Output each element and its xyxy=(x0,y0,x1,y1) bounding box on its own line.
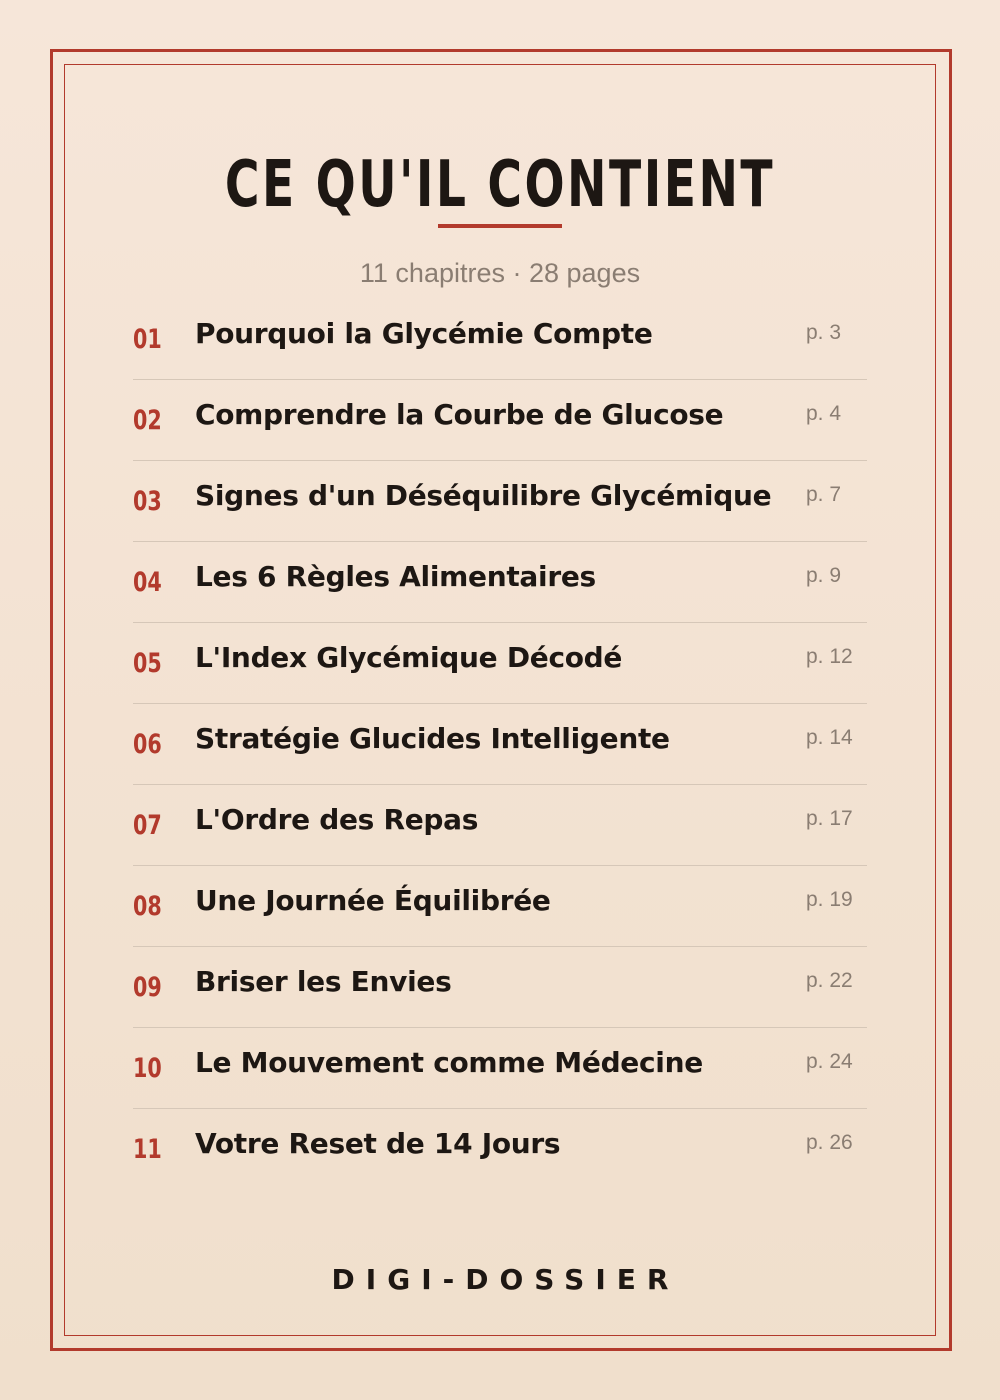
chapter-title: L'Index Glycémique Décodé xyxy=(195,641,623,674)
chapter-title: Comprendre la Courbe de Glucose xyxy=(195,398,724,431)
toc-row[interactable] xyxy=(133,380,867,461)
chapter-title: Les 6 Règles Alimentaires xyxy=(195,560,596,593)
chapter-page: p. 17 xyxy=(806,807,853,830)
toc-row[interactable] xyxy=(133,461,867,542)
chapter-number: 03 xyxy=(133,486,162,517)
toc-row[interactable] xyxy=(133,947,867,1028)
table-of-contents xyxy=(133,299,867,1189)
chapter-number: 04 xyxy=(133,567,162,598)
chapter-title: Votre Reset de 14 Jours xyxy=(195,1127,561,1160)
toc-row[interactable] xyxy=(133,1109,867,1189)
chapter-page: p. 26 xyxy=(806,1131,853,1154)
chapter-page: p. 14 xyxy=(806,726,853,749)
chapter-number: 08 xyxy=(133,891,162,922)
chapter-page: p. 22 xyxy=(806,969,853,992)
chapter-number: 01 xyxy=(133,324,162,355)
toc-row[interactable] xyxy=(133,299,867,380)
chapter-page: p. 19 xyxy=(806,888,853,911)
chapter-number: 02 xyxy=(133,405,162,436)
toc-row[interactable] xyxy=(133,1028,867,1109)
title-underline-accent xyxy=(438,224,562,228)
chapter-title: Pourquoi la Glycémie Compte xyxy=(195,317,653,350)
chapter-number: 09 xyxy=(133,972,162,1003)
toc-row[interactable] xyxy=(133,704,867,785)
chapter-title: Signes d'un Déséquilibre Glycémique xyxy=(195,479,772,512)
toc-row[interactable] xyxy=(133,542,867,623)
chapter-title: Le Mouvement comme Médecine xyxy=(195,1046,703,1079)
chapter-number: 06 xyxy=(133,729,162,760)
chapter-number: 11 xyxy=(133,1134,162,1165)
chapter-page: p. 3 xyxy=(806,321,842,344)
chapter-page: p. 9 xyxy=(806,564,842,587)
toc-row[interactable] xyxy=(133,785,867,866)
chapter-title: Briser les Envies xyxy=(195,965,452,998)
chapter-number: 10 xyxy=(133,1053,162,1084)
chapter-title: Stratégie Glucides Intelligente xyxy=(195,722,670,755)
page-subtitle: 11 chapitres · 28 pages xyxy=(359,258,641,288)
chapter-page: p. 7 xyxy=(806,483,842,506)
chapter-page: p. 12 xyxy=(806,645,853,668)
chapter-title: L'Ordre des Repas xyxy=(195,803,479,836)
chapter-number: 05 xyxy=(133,648,162,679)
brand-footer: DIGI-DOSSIER xyxy=(331,1263,680,1296)
chapter-page: p. 24 xyxy=(806,1050,853,1073)
toc-row[interactable] xyxy=(133,866,867,947)
toc-row[interactable] xyxy=(133,623,867,704)
chapter-title: Une Journée Équilibrée xyxy=(195,884,551,917)
page-title: CE QU'IL CONTIENT xyxy=(224,148,776,222)
chapter-page: p. 4 xyxy=(806,402,842,425)
chapter-number: 07 xyxy=(133,810,162,841)
